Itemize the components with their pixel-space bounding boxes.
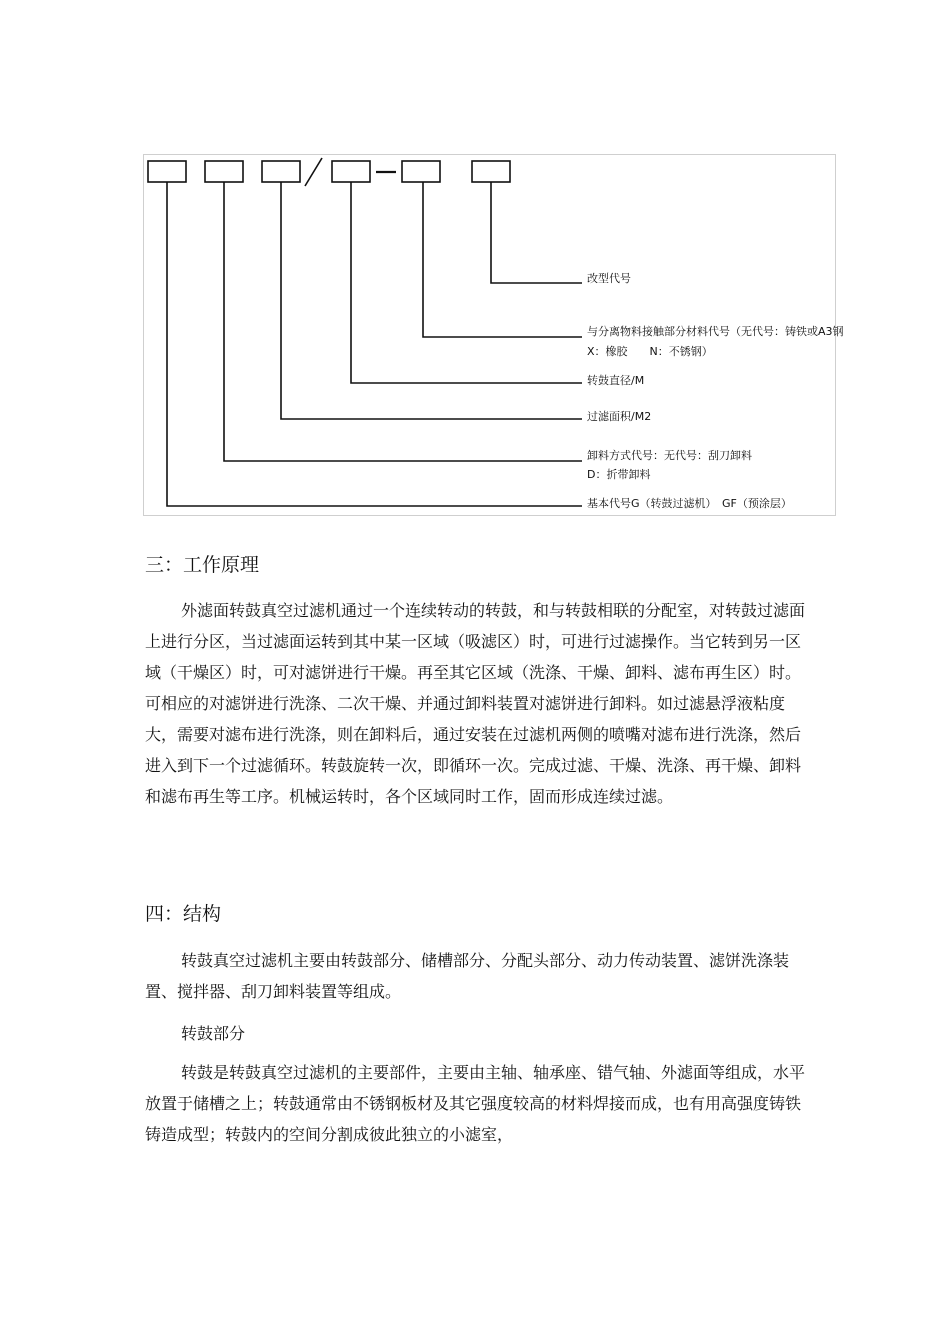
label-filter-area: 过滤面积/M2 bbox=[587, 410, 652, 423]
code-box-1 bbox=[148, 161, 186, 182]
leader-material bbox=[423, 182, 582, 337]
code-box-4 bbox=[332, 161, 370, 182]
structure-paragraph bbox=[145, 945, 815, 1007]
code-box-3 bbox=[262, 161, 300, 182]
subheading-drum-section: 转鼓部分 bbox=[181, 1024, 246, 1043]
working-principle-paragraph bbox=[145, 595, 815, 812]
working-principle-text: 外滤面转鼓真空过滤机通过一个连续转动的转鼓，和与转鼓相联的分配室，对转鼓过滤面上进行分区，当过滤面运转到其中某一区域（吸滤区）时，可进行过滤操作。当它转到另一区域（干燥区）时，可对滤饼进行干燥。再至其它区域（洗涤、干燥、卸料、滤布再生区）时。可相应的对滤饼进行洗涤、二次干燥、并通过卸料装置对滤饼进行卸料。如过滤悬浮液粘度大，需要对滤布进行洗涤，则在卸料后，通过安装在过滤机两侧的喷嘴对滤布进行洗涤，然后进入到下一个过滤循环。转鼓旋转一次，即循环一次。完成过滤、干燥、洗涤、再干燥、卸料和滤布再生等工序。机械运转时，各个区域同时工作，固而形成连续过滤。 bbox=[145, 601, 806, 806]
label-basic-code: 基本代号G（转鼓过滤机） GF（预涂层） bbox=[587, 497, 792, 510]
code-box-5 bbox=[402, 161, 440, 182]
section-heading-structure: 四：结构 bbox=[145, 903, 222, 925]
slash-separator bbox=[305, 158, 322, 186]
label-discharge-line1: 卸料方式代号：无代号：刮刀卸料 bbox=[587, 449, 752, 462]
leader-basic-code bbox=[167, 182, 582, 506]
leader-model-code bbox=[491, 182, 582, 283]
code-box-6 bbox=[472, 161, 510, 182]
drum-paragraph bbox=[145, 1057, 815, 1150]
structure-text: 转鼓真空过滤机主要由转鼓部分、储槽部分、分配头部分、动力传动装置、滤饼洗涤装置、搅拌器、刮刀卸料装置等组成。 bbox=[145, 951, 790, 1001]
section-heading-working-principle: 三：工作原理 bbox=[145, 554, 260, 576]
model-code-diagram bbox=[143, 154, 844, 516]
label-material-line1: 与分离物料接触部分材料代号（无代号：铸铁或A3钢 bbox=[587, 325, 844, 338]
label-model-code: 改型代号 bbox=[587, 272, 631, 285]
code-box-2 bbox=[205, 161, 243, 182]
drum-text: 转鼓是转鼓真空过滤机的主要部件，主要由主轴、轴承座、错气轴、外滤面等组成，水平放置于储槽之上；转鼓通常由不锈钢板材及其它强度较高的材料焊接而成，也有用高强度铸铁铸造成型；转鼓内的空间分割成彼此独立的小滤室， bbox=[145, 1063, 806, 1144]
label-discharge-line2: D：折带卸料 bbox=[587, 468, 651, 481]
label-drum-diameter: 转鼓直径/M bbox=[587, 374, 645, 387]
label-material-line2: X：橡胶 N：不锈钢） bbox=[587, 345, 713, 358]
